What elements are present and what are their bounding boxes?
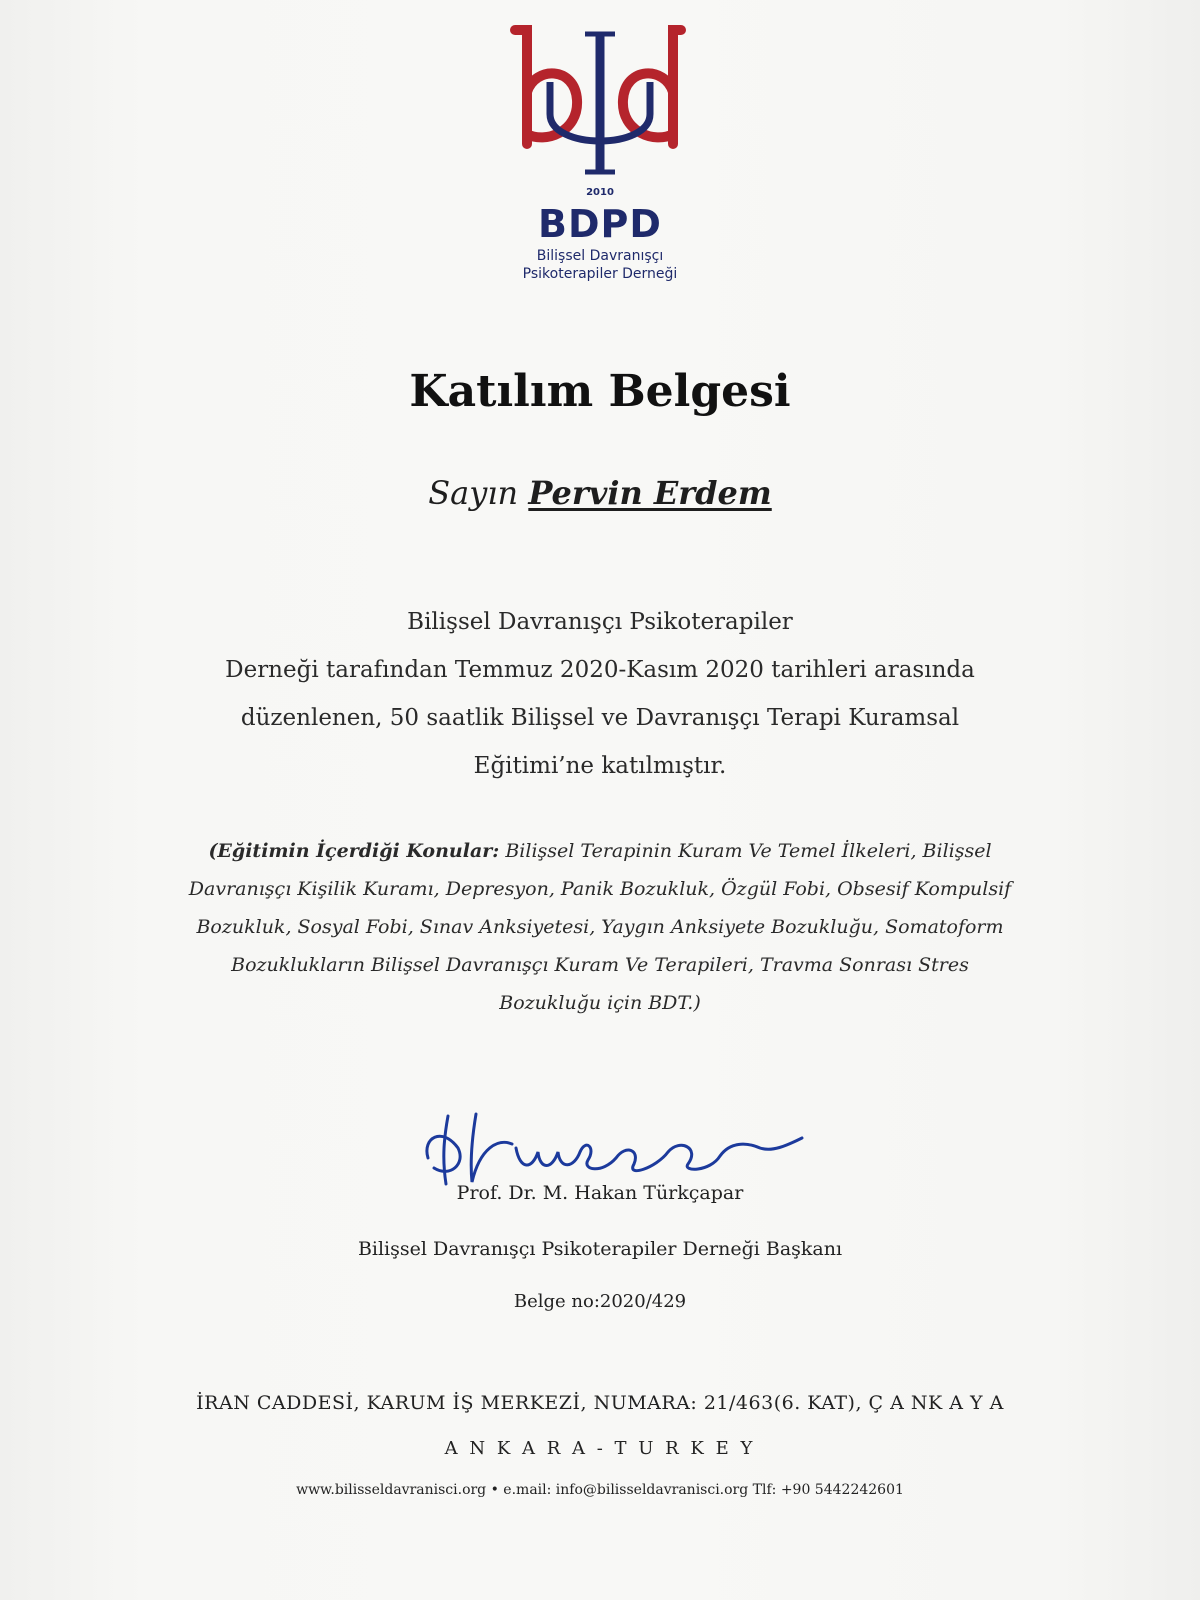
logo-org-line2: Psikoterapiler Derneği bbox=[522, 266, 678, 282]
bdpd-psi-emblem bbox=[505, 22, 695, 182]
signatory-title: Bilişsel Davranışçı Psikoterapiler Derneği Başkanı bbox=[357, 1238, 843, 1260]
logo-year: 2010 bbox=[586, 187, 614, 198]
certificate-body bbox=[150, 598, 1050, 790]
body-line: düzenlenen, 50 saatlik Bilişsel ve Davranışçı Terapi Kuramsal bbox=[240, 705, 960, 731]
recipient-line bbox=[0, 474, 1200, 512]
signatory-name: Prof. Dr. M. Hakan Türkçapar bbox=[456, 1182, 744, 1204]
topics-line: Bozuklukların Bilişsel Davranışçı Kuram Ve Terapileri, Travma Sonrası Stres bbox=[231, 954, 969, 976]
topics-lead: (Eğitimin İçerdiği Konular: bbox=[208, 840, 500, 862]
footer-address: İRAN CADDESİ, KARUM İŞ MERKEZİ, NUMARA: 21/463(6. KAT), Ç A NK A Y A bbox=[196, 1392, 1004, 1414]
body-line: Bilişsel Davranışçı Psikoterapiler bbox=[407, 609, 793, 635]
recipient-name: Pervin Erdem bbox=[528, 474, 772, 512]
topics-line: Davranışçı Kişilik Kuramı, Depresyon, Panik Bozukluk, Özgül Fobi, Obsesif Kompulsif bbox=[188, 878, 1012, 900]
footer-contact: www.bilisseldavranisci.org • e.mail: info@bilisseldavranisci.org Tlf: +90 5442242601 bbox=[296, 1482, 904, 1498]
document-number: Belge no:2020/429 bbox=[513, 1291, 687, 1312]
topics-line: Bozukluğu için BDT.) bbox=[499, 992, 701, 1014]
body-line: Eğitimi’ne katılmıştır. bbox=[473, 753, 727, 779]
salutation: Sayın bbox=[428, 474, 519, 512]
topics-line: Bozukluk, Sosyal Fobi, Sınav Anksiyetesi, Yaygın Anksiyete Bozukluğu, Somatoform bbox=[196, 916, 1004, 938]
topics-line bbox=[140, 832, 1060, 870]
body-line: Derneği tarafından Temmuz 2020-Kasım 2020 tarihleri arasında bbox=[225, 657, 975, 683]
training-topics bbox=[140, 832, 1060, 1022]
logo-acronym: BDPD bbox=[538, 202, 662, 246]
topics-text: Bilişsel Terapinin Kuram Ve Temel İlkeleri, Bilişsel bbox=[499, 840, 992, 862]
bdpd-logo bbox=[505, 22, 695, 282]
handwritten-signature bbox=[420, 1108, 810, 1186]
footer-city: A N K A R A - T U R K E Y bbox=[444, 1438, 756, 1459]
logo-org-line1: Bilişsel Davranışçı bbox=[536, 248, 664, 264]
certificate-title: Katılım Belgesi bbox=[409, 366, 791, 417]
